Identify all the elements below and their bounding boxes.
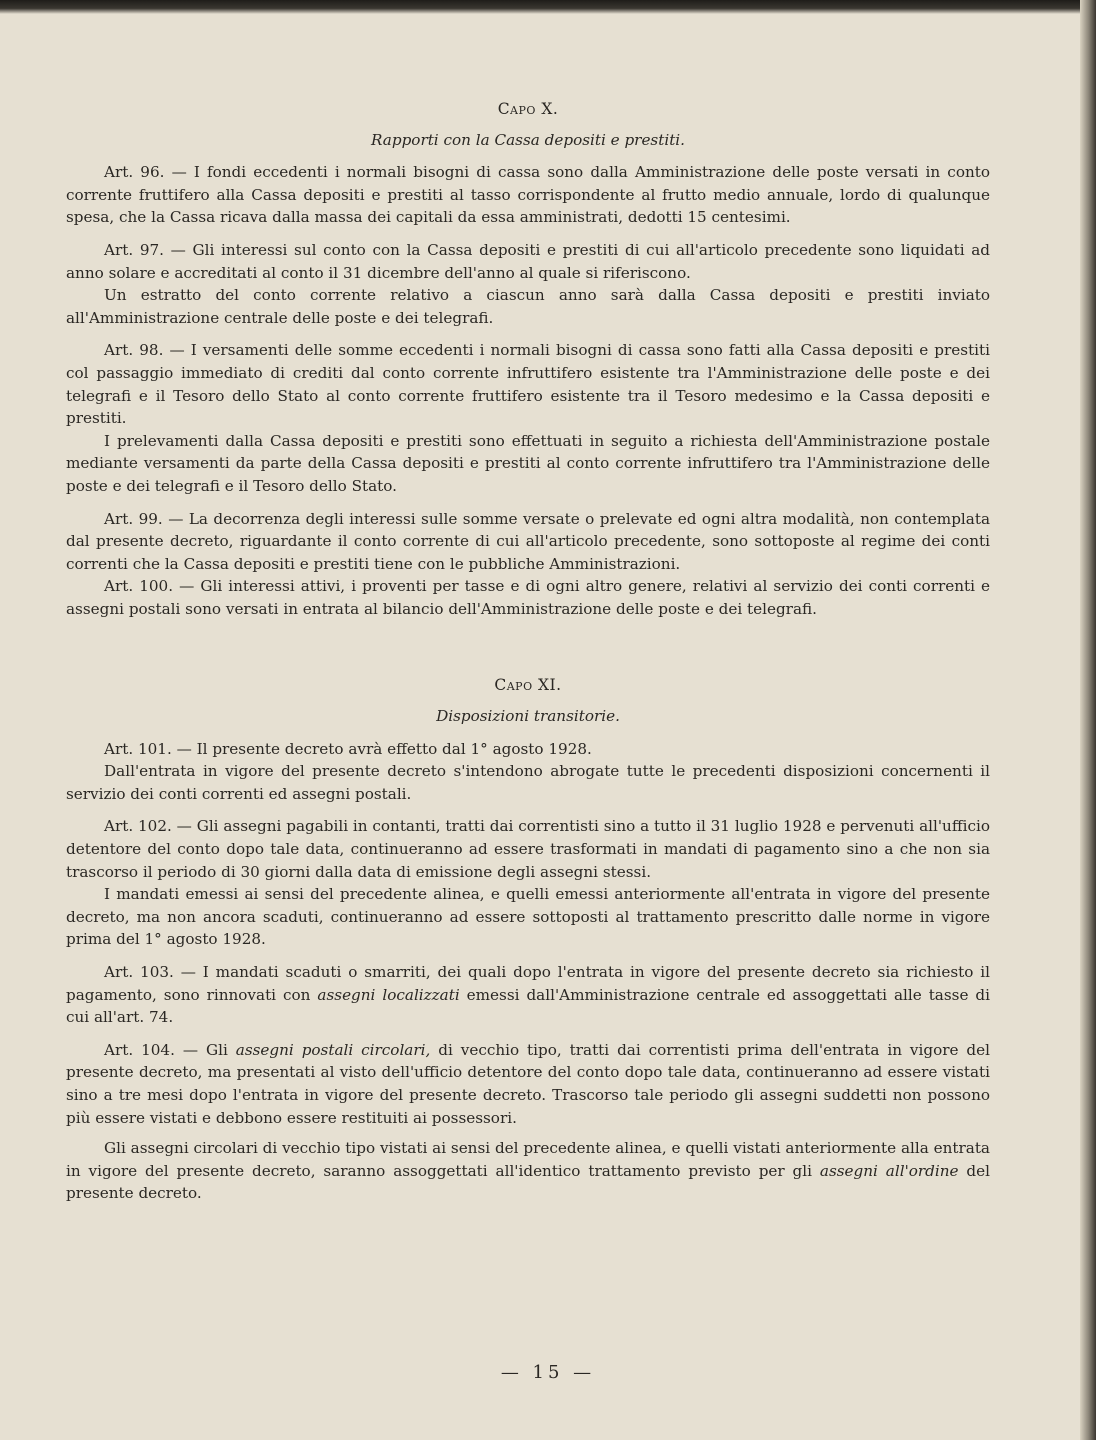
article-98: Art. 98. — I versamenti delle somme eccedenti i normali bisogni di cassa sono fatti alla Cassa depositi e prestiti col passaggio immediato di crediti dal conto corrente infruttifero esistente tra l'Amministrazione delle poste e dei telegrafi e il Tesoro dello Stato al conto corrente fruttifero esistente tra il Tesoro medesimo e la Cassa depositi e prestiti. [66, 341, 990, 428]
chapter-subtitle: Disposizioni transitorie. [436, 707, 620, 726]
text-run: Art. 103. — I mandati scaduti o smarriti, dei quali dopo l'entrata in vigore del presente decreto sia richiesto il pagamento, sono rinnovati con [66, 963, 990, 1004]
article-103 [66, 961, 990, 1029]
article-99: Art. 99. — La decorrenza degli interessi sulle somme versate o prelevate ed ogni altra modalità, non contemplata dal presente decreto, riguardante il conto corrente di cui all'articolo precedente, sono sottoposte al regime dei conti correnti che la Cassa depositi e prestiti tiene con le pubbliche Amministrazioni. [66, 509, 990, 573]
scan-right-edge [1080, 0, 1096, 1440]
italic-term: assegni localizzati [317, 985, 460, 1004]
article-97-paragraph-2: Un estratto del conto corrente relativo a ciascun anno sarà dalla Cassa depositi e prestiti inviato all'Amministrazione centrale delle poste e dei telegrafi. [66, 286, 990, 327]
text-run: emessi dall'Amministrazione centrale ed assoggettati alle tasse di cui all'art. 74. [66, 985, 990, 1027]
article-101: Art. 101. — Il presente decreto avrà effetto dal 1° agosto 1928. [104, 739, 592, 758]
text-run: del presente decreto. [66, 1161, 990, 1203]
chapter-subtitle: Rapporti con la Cassa depositi e prestiti. [371, 130, 685, 149]
document-page [66, 98, 990, 1205]
article-102-paragraph-2: I mandati emessi ai sensi del precedente alinea, e quelli emessi anteriormente all'entrata in vigore del presente decreto, ma non ancora scaduti, continueranno ad essere sottoposti al trattamento prescritto dalle norme in vigore prima del 1° agosto 1928. [66, 885, 990, 949]
article-97: Art. 97. — Gli interessi sul conto con la Cassa depositi e prestiti di cui all'articolo precedente sono liquidati ad anno solare e accreditati al conto il 31 dicembre dell'anno al quale si riferiscono. [66, 240, 990, 282]
article-104-paragraph-2 [66, 1137, 990, 1205]
text-run: di vecchio tipo, tratti dai correntisti prima dell'entrata in vigore del presente decreto, ma presentati al visto dell'ufficio detentore del conto dopo tale data, continueranno ad essere vistati sino a tre mesi dopo l'entrata in vigore del presente decreto. Trascorso tale periodo gli assegni suddetti non possono più essere vistati e debbono essere restituiti ai possessori. [66, 1040, 990, 1127]
article-104 [66, 1039, 990, 1129]
scan-top-edge [0, 0, 1096, 14]
text-run: Art. 104. — Gli [104, 1040, 236, 1059]
article-96: Art. 96. — I fondi eccedenti i normali bisogni di cassa sono dalla Amministrazione delle poste versati in conto corrente fruttifero alla Cassa depositi e prestiti al tasso corrispondente al frutto medio annuale, lordo di qualunque spesa, che la Cassa ricava dalla massa dei capitali da essa amministrati, dedotti 15 centesimi. [66, 163, 990, 227]
text-run: Gli assegni circolari di vecchio tipo vistati ai sensi del precedente alinea, e quelli vistati anteriormente alla entrata in vigore del presente decreto, saranno assoggettati all'identico trattamento previsto per gli [66, 1139, 990, 1180]
article-98-paragraph-2: I prelevamenti dalla Cassa depositi e prestiti sono effettuati in seguito a richiesta dell'Amministrazione postale mediante versamenti da parte della Cassa depositi e prestiti al conto corrente infruttifero tra l'Amministrazione delle poste e dei telegrafi e il Tesoro dello Stato. [66, 431, 990, 495]
chapter-heading: Capo X. [497, 100, 559, 118]
article-100: Art. 100. — Gli interessi attivi, i proventi per tasse e di ogni altro genere, relativi al servizio dei conti correnti e assegni postali sono versati in entrata al bilancio dell'Amministrazione delle poste e dei telegrafi. [66, 577, 990, 618]
italic-term: assegni postali circolari, [235, 1040, 431, 1059]
chapter-heading: Capo XI. [494, 676, 562, 695]
article-102: Art. 102. — Gli assegni pagabili in contanti, tratti dai correntisti sino a tutto il 31 luglio 1928 e pervenuti all'ufficio detentore del conto dopo tale data, continueranno ad essere trasformati in mandati di pagamento sino a che non sia trascorso il periodo di 30 giorni dalla data di emissione degli assegni stessi. [66, 817, 990, 881]
italic-term: assegni all'ordine [819, 1161, 959, 1180]
article-101-paragraph-2: Dall'entrata in vigore del presente decreto s'intendono abrogate tutte le precedenti disposizioni concernenti il servizio dei conti correnti ed assegni postali. [66, 762, 990, 803]
page-number: — 15 — [500, 1362, 596, 1383]
